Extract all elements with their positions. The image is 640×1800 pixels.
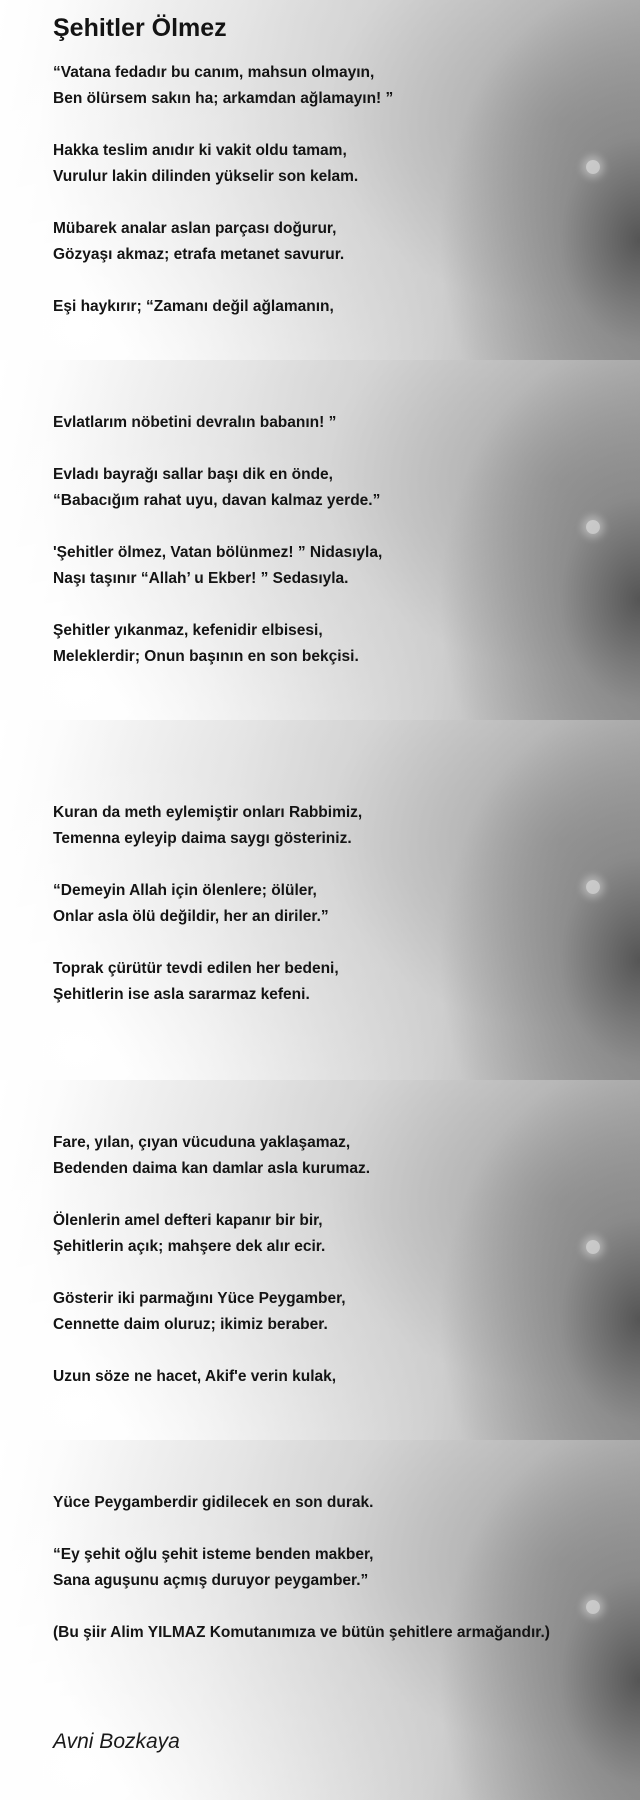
stanza — [53, 138, 640, 190]
poem-line: “Ey şehit oğlu şehit isteme benden makber, — [53, 1546, 374, 1563]
poem-line: Gözyaşı akmaz; etrafa metanet savurur. — [53, 246, 345, 263]
poem-panel-5 — [0, 1440, 640, 1800]
poem-line: Hakka teslim anıdır ki vakit oldu tamam, — [53, 142, 347, 159]
poem-line: “Demeyin Allah için ölenlere; ölüler, — [53, 882, 317, 899]
poem-panel-1 — [0, 0, 640, 360]
poem-line: Vurulur lakin dilinden yükselir son kelam. — [53, 168, 359, 185]
stanza — [53, 216, 640, 268]
poem-line: Ölenlerin amel defteri kapanır bir bir, — [53, 1212, 323, 1229]
stanza — [53, 956, 640, 1008]
stanza — [53, 800, 640, 852]
poem-panel-3 — [0, 720, 640, 1080]
poem-line: Kuran da meth eylemiştir onları Rabbimiz, — [53, 804, 363, 821]
poem-line: Ben ölürsem sakın ha; arkamdan ağlamayın! ” — [53, 90, 394, 107]
poem-line: Evlatlarım nöbetini devralın babanın! ” — [53, 414, 337, 431]
stanza — [53, 878, 640, 930]
poem-line: Uzun söze ne hacet, Akif'e verin kulak, — [53, 1368, 337, 1385]
poem-title: Şehitler Ölmez — [53, 14, 227, 42]
poem-line: 'Şehitler ölmez, Vatan bölünmez! ” Nidasıyla, — [53, 544, 383, 561]
poem-panel-2 — [0, 360, 640, 720]
stanza — [53, 618, 640, 670]
poem-line: Şehitlerin ise asla sararmaz kefeni. — [53, 986, 310, 1003]
stanza — [53, 1542, 640, 1594]
poem-line: Fare, yılan, çıyan vücuduna yaklaşamaz, — [53, 1134, 351, 1151]
stanza — [53, 1130, 640, 1182]
stanza — [53, 60, 640, 112]
poem-line: Toprak çürütür tevdi edilen her bedeni, — [53, 960, 339, 977]
stanza — [53, 1208, 640, 1260]
poem-line: Meleklerdir; Onun başının en son bekçisi. — [53, 648, 359, 665]
poem-line: Bedenden daima kan damlar asla kurumaz. — [53, 1160, 371, 1177]
poem-line: Şehitlerin açık; mahşere dek alır ecir. — [53, 1238, 326, 1255]
stanza — [53, 462, 640, 514]
poem-panel-4 — [0, 1080, 640, 1440]
poem-line: “Babacığım rahat uyu, davan kalmaz yerde.” — [53, 492, 381, 509]
stanza — [53, 540, 640, 592]
poem-line: Evladı bayrağı sallar başı dik en önde, — [53, 466, 333, 483]
poem-line: Cennette daim oluruz; ikimiz beraber. — [53, 1316, 328, 1333]
poem-author: Avni Bozkaya — [53, 1730, 180, 1753]
poem-line: “Vatana fedadır bu canım, mahsun olmayın, — [53, 64, 375, 81]
stanza — [53, 1286, 640, 1338]
poem-line: Eşi haykırır; “Zamanı değil ağlamanın, — [53, 298, 334, 315]
poem-line: Yüce Peygamberdir gidilecek en son durak. — [53, 1494, 374, 1511]
poem-line: Sana aguşunu açmış duruyor peygamber.” — [53, 1572, 369, 1589]
poem-line: Temenna eyleyip daima saygı gösteriniz. — [53, 830, 352, 847]
stanza — [53, 294, 640, 320]
stanza — [53, 1620, 640, 1646]
poem-line: Naşı taşınır “Allah’ u Ekber! ” Sedasıyla. — [53, 570, 349, 587]
poem-dedication: (Bu şiir Alim YILMAZ Komutanımıza ve bütün şehitlere armağandır.) — [53, 1624, 550, 1641]
poem-line: Mübarek analar aslan parçası doğurur, — [53, 220, 337, 237]
stanza — [53, 410, 640, 436]
stanza — [53, 1364, 640, 1390]
poem-line: Gösterir iki parmağını Yüce Peygamber, — [53, 1290, 346, 1307]
stanza — [53, 1490, 640, 1516]
poem-line: Onlar asla ölü değildir, her an diriler.” — [53, 908, 329, 925]
poem-line: Şehitler yıkanmaz, kefenidir elbisesi, — [53, 622, 323, 639]
